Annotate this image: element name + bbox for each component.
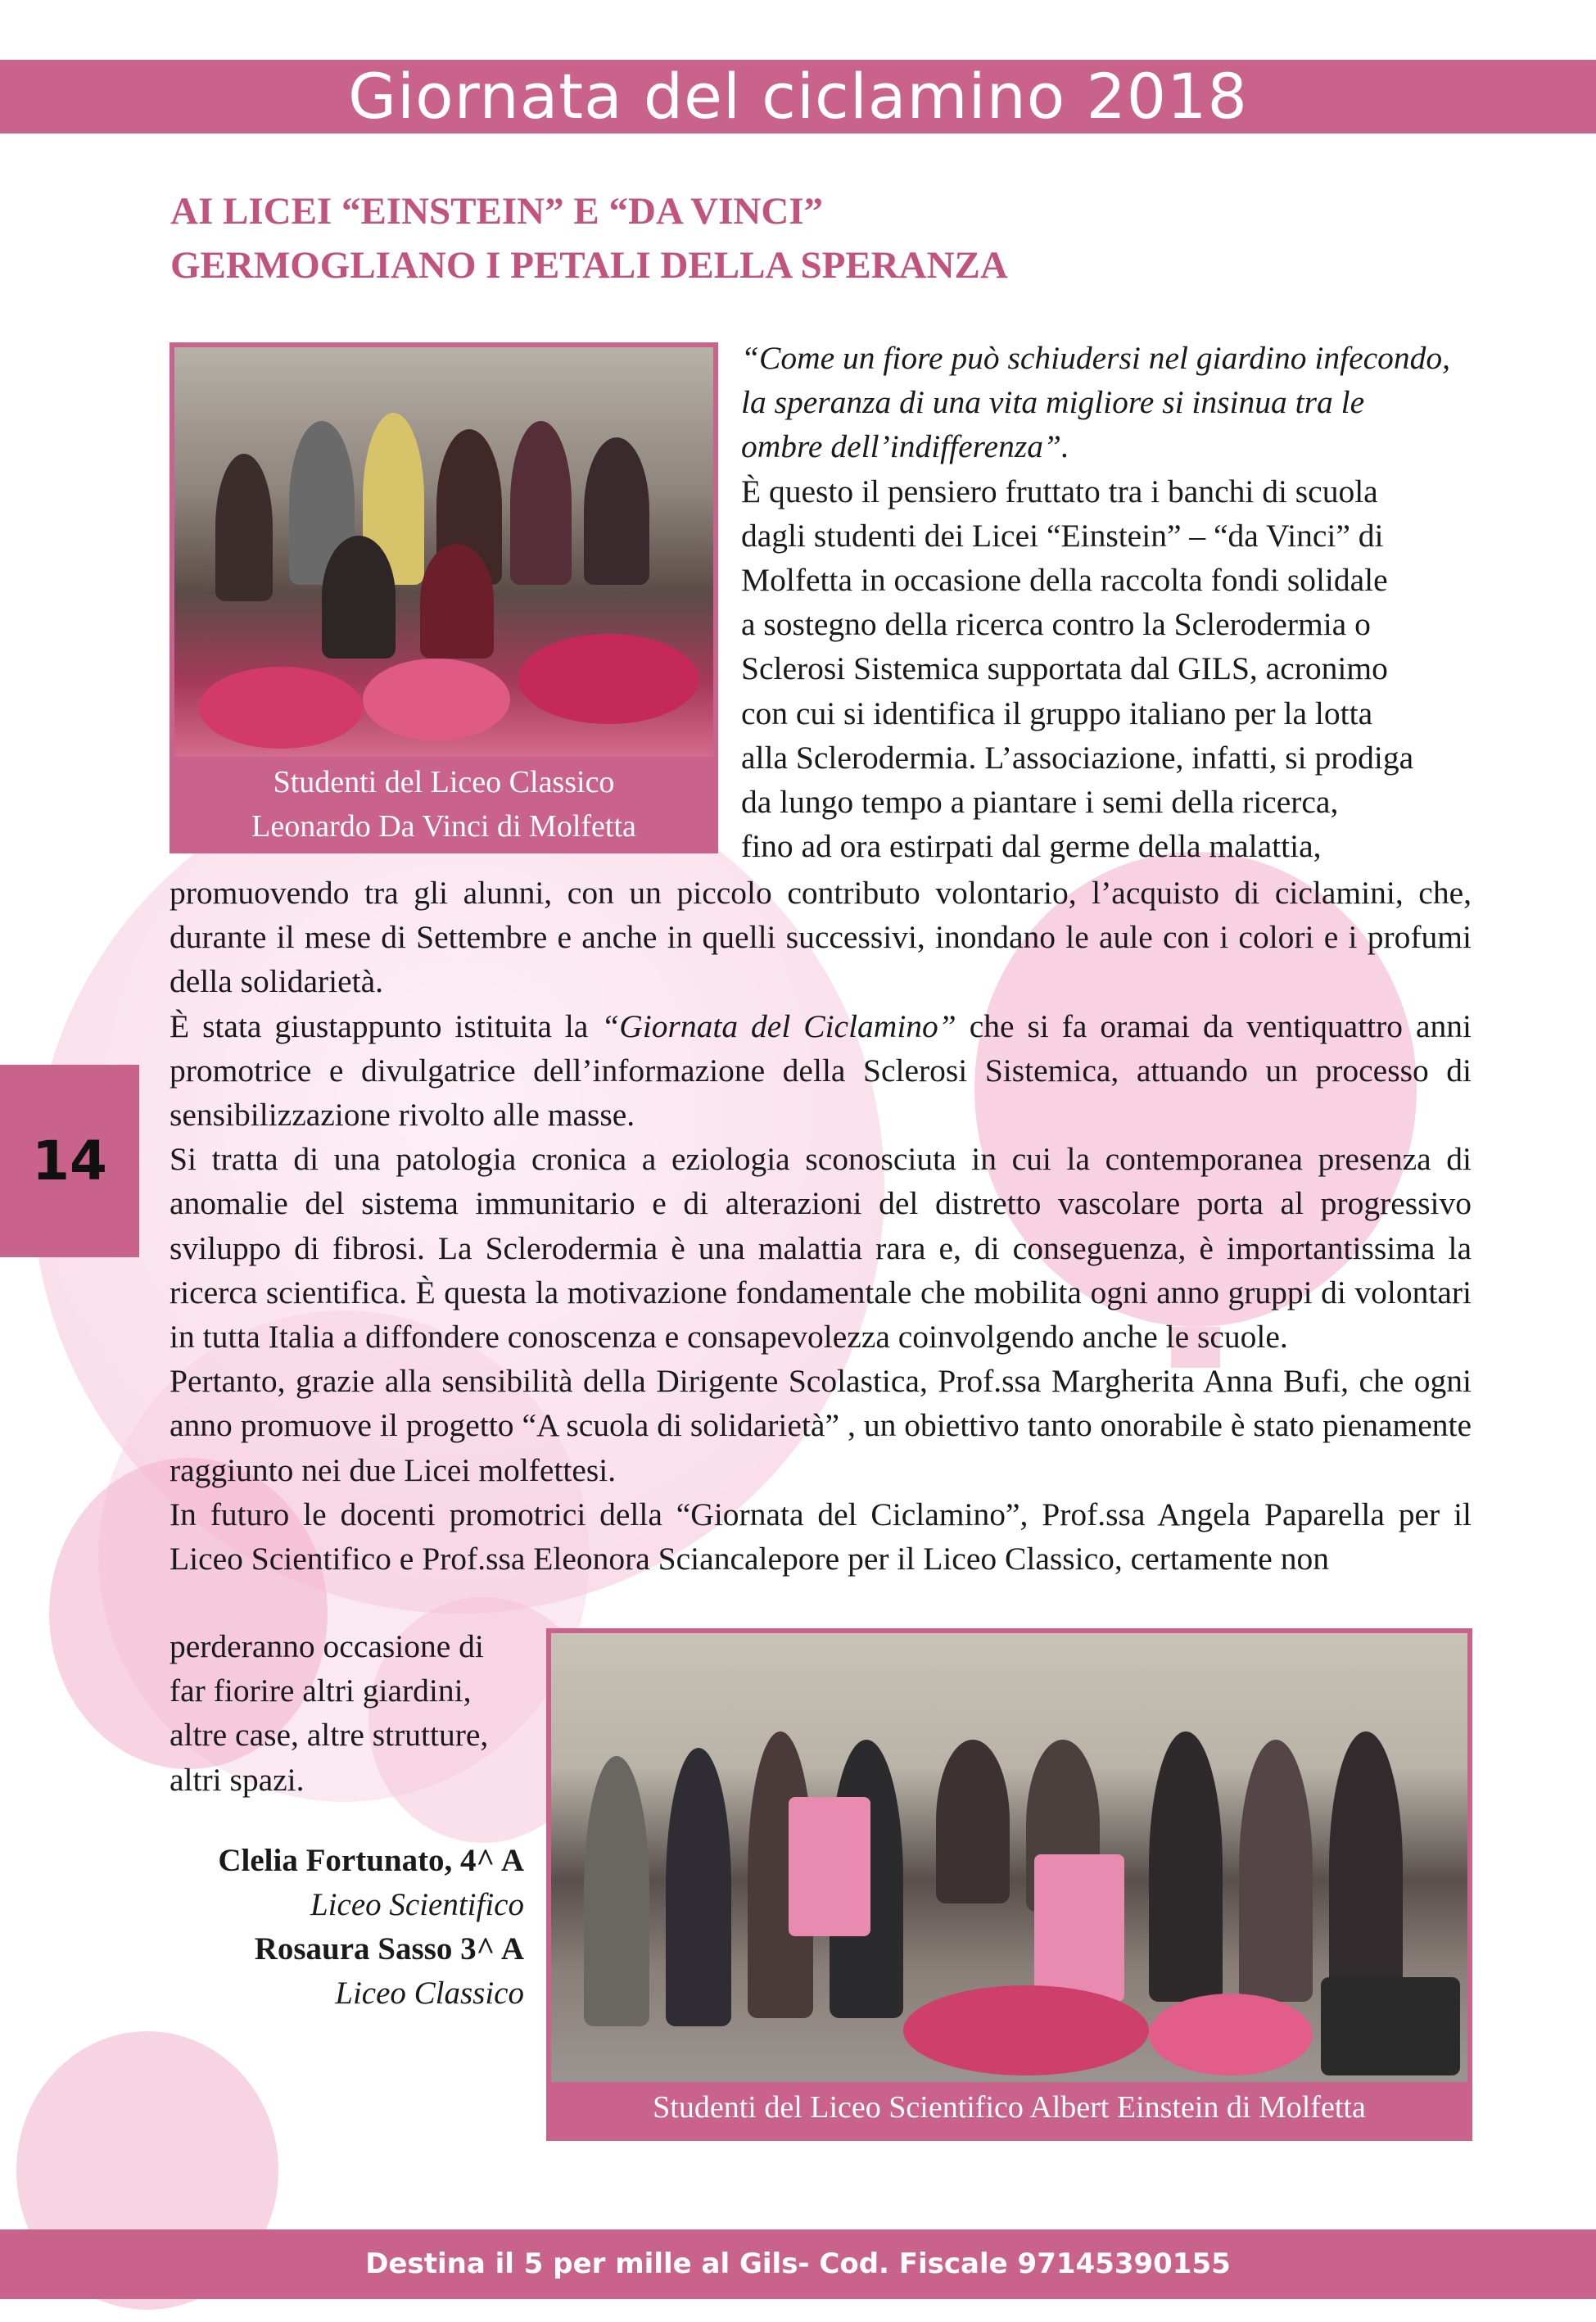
article-authors <box>156 1839 524 2016</box>
photo-classico <box>174 347 713 757</box>
caption-classico-line-2: Leonardo Da Vinci di Molfetta <box>251 809 636 844</box>
article-intro <box>741 336 1472 868</box>
opening-quote: “Come un fiore può schiudersi nel giardino infecondo, la speranza di una vita migliore si insinua tra le ombre dell’indifferenza”. <box>741 340 1451 465</box>
paragraph-4: Pertanto, grazie alla sensibilità della Dirigente Scolastica, Prof.ssa Margherita Anna Bufi, che ogni anno promuove il progetto “A scuola di solidarietà” , un obiettivo tanto onorabile è stato pienamente raggiunto nei due Licei molfettesi. <box>170 1363 1472 1488</box>
author-1-name: Clelia Fortunato, 4^ A <box>218 1843 524 1878</box>
author-2-name: Rosaura Sasso 3^ A <box>254 1931 524 1967</box>
photo-classico-caption <box>174 760 713 849</box>
paragraph-1-narrow: È questo il pensiero fruttato tra i banchi di scuola dagli studenti dei Licei “Einstein” – “da Vinci” di Molfetta in occasione della raccolta fondi solidale a sostegno della ricerca contro la Sclerodermia o Sclerosi Sistemica supportata dal GILS, acronimo con cui si identifica il gruppo italiano per la lotta alla Sclerodermia. L’associazione, infatti, si prodiga da lungo tempo a piantare i semi della ricerca, fino ad ora estirpati dal germe della malattia, <box>741 473 1414 865</box>
page-title: Giornata del ciclamino 2018 <box>348 60 1248 133</box>
page-number: 14 <box>32 1129 107 1193</box>
author-1-school: Liceo Scientifico <box>310 1887 524 1922</box>
photo-classico-frame <box>170 342 718 853</box>
article-headline <box>170 184 1448 292</box>
article-body <box>170 871 1472 1581</box>
paragraph-1-continued: promuovendo tra gli alunni, con un piccolo contributo volontario, l’acquisto di ciclamini, che, durante il mese di Settembre e anche in quelli successivi, inondano le aule con i colori e i profumi della solidarietà. <box>170 875 1472 1000</box>
author-2-school: Liceo Classico <box>335 1976 524 2011</box>
headline-line-1: AI LICEI “EINSTEIN” E “DA VINCI” <box>170 190 824 233</box>
photo-scientifico-frame <box>546 1628 1472 2141</box>
paragraph-3: Si tratta di una patologia cronica a eziologia sconosciuta in cui la contemporanea presenza di anomalie del sistema immunitario e di alterazioni del distretto vascolare porta al progressivo sviluppo di fibrosi. La Sclerodermia è una malattia rara e, di conseguenza, è importantissima la ricerca scientifica. È questa la motivazione fondamentale che mobilita ogni anno gruppi di volontari in tutta Italia a diffondere conoscenza e consapevolezza coinvolgendo anche le scuole. <box>170 1141 1472 1356</box>
paragraph-5: In futuro le docenti promotrici della “Giornata del Ciclamino”, Prof.ssa Angela Paparella per il Liceo Scientifico e Prof.ssa Eleonora Sciancalepore per il Liceo Classico, certamente non <box>170 1496 1472 1577</box>
headline-line-2: GERMOGLIANO I PETALI DELLA SPERANZA <box>170 244 1008 287</box>
footer-text: Destina il 5 per mille al Gils- Cod. Fiscale 97145390155 <box>365 2247 1231 2280</box>
paragraph-2: È stata giustappunto istituita la “Giornata del Ciclamino” che si fa oramai da ventiquattro anni promotrice e divulgatrice dell’informazione della Sclerosi Sistemica, attuando un processo di sensibilizzazione rivolto alle masse. <box>170 1007 1472 1134</box>
photo-scientifico <box>551 1633 1467 2082</box>
photo-scientifico-caption: Studenti del Liceo Scientifico Albert Einstein di Molfetta <box>653 2090 1366 2125</box>
paragraph-5-narrow: perderanno occasione di far fiorire altri giardini, altre case, altre strutture, altri spazi. <box>170 1628 489 1798</box>
caption-classico-line-1: Studenti del Liceo Classico <box>273 765 615 799</box>
